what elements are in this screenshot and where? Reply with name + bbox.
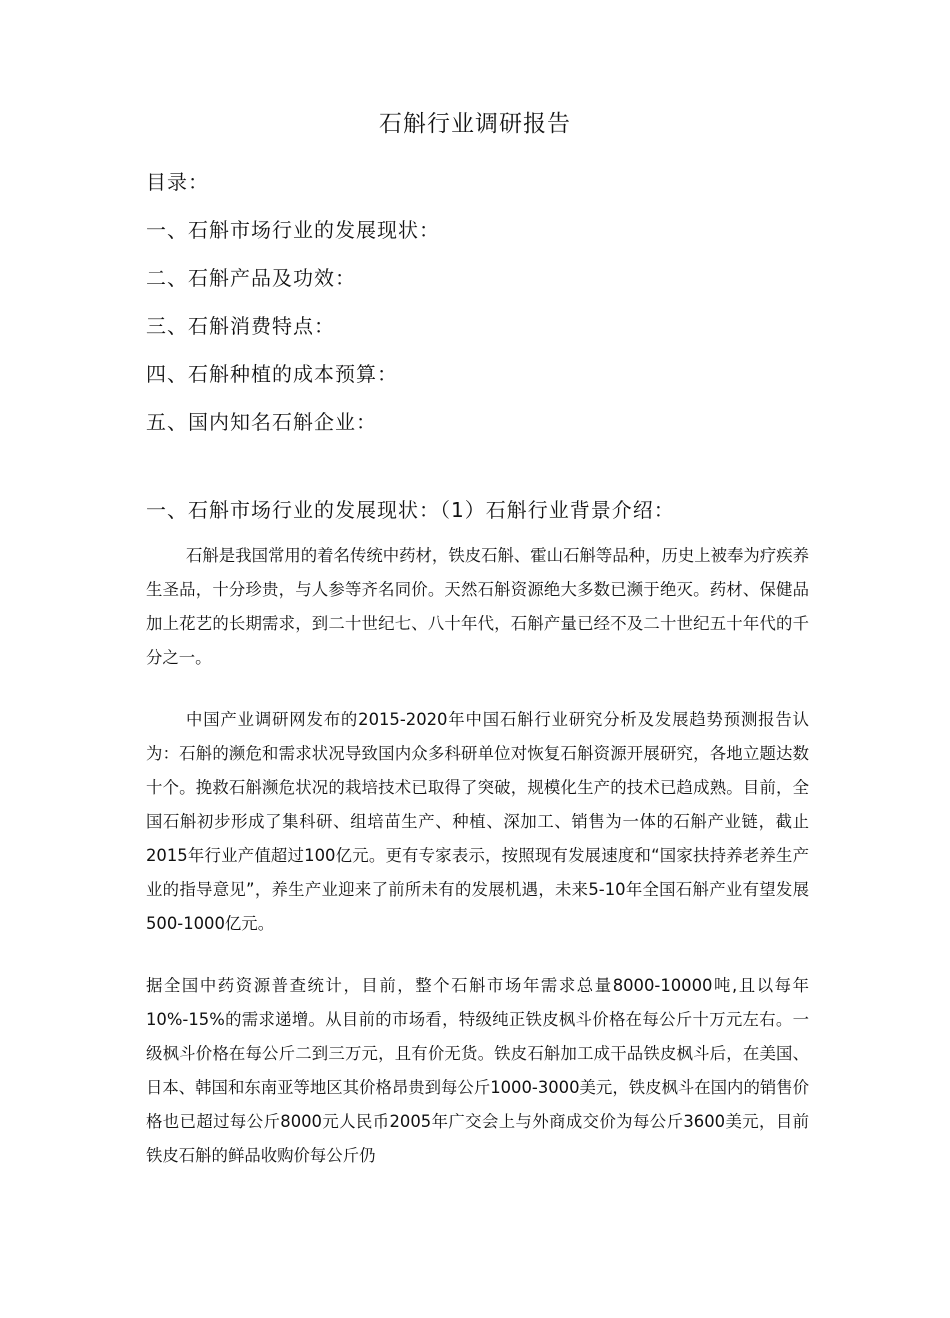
toc-label: 目录： — [146, 170, 209, 194]
document-title: 石斛行业调研报告 — [379, 111, 571, 137]
toc-item: 一、石斛市场行业的发展现状： — [146, 218, 440, 242]
toc-item: 五、国内知名石斛企业： — [146, 410, 377, 434]
body-paragraph: 石斛是我国常用的着名传统中药材，铁皮石斛、霍山石斛等品种，历史上被奉为疗疾养生圣品，十分珍贵，与人参等齐名同价。天然石斛资源绝大多数已濒于绝灭。药材、保健品加上花艺的长期需求，到二十世纪七、八十年代，石斛产量已经不及二十世纪五十年代的千分之一。 — [146, 546, 809, 667]
body-paragraph: 中国产业调研网发布的2015-2020年中国石斛行业研究分析及发展趋势预测报告认为：石斛的濒危和需求状况导致国内众多科研单位对恢复石斛资源开展研究，各地立题达数十个。挽救石斛濒危状况的栽培技术已取得了突破，规模化生产的技术已趋成熟。目前，全国石斛初步形成了集科研、组培苗生产、种植、深加工、销售为一体的石斛产业链，截止2015年行业产值超过100亿元。更有专家表示，按照现有发展速度和“国家扶持养老养生产业的指导意见”，养生产业迎来了前所未有的发展机遇，未来5-10年全国石斛产业有望发展500-1000亿元。 — [146, 710, 809, 933]
section-heading: 一、石斛市场行业的发展现状：（1）石斛行业背景介绍： — [146, 498, 675, 522]
body-paragraph: 据全国中药资源普查统计，目前，整个石斛市场年需求总量8000-10000吨,且以每年10%-15%的需求递增。从目前的市场看，特级纯正铁皮枫斗价格在每公斤十万元左右。一级枫斗价格在每公斤二到三万元，且有价无货。铁皮石斛加工成干品铁皮枫斗后，在美国、日本、韩国和东南亚等地区其价格昂贵到每公斤1000-3000美元，铁皮枫斗在国内的销售价格也已超过每公斤8000元人民币2005年广交会上与外商成交价为每公斤3600美元，目前铁皮石斛的鲜品收购价每公斤仍 — [146, 976, 810, 1165]
toc-item: 四、石斛种植的成本预算： — [146, 362, 398, 386]
toc-item: 三、石斛消费特点： — [146, 314, 335, 338]
table-of-contents — [146, 158, 826, 446]
toc-item: 二、石斛产品及功效： — [146, 266, 356, 290]
